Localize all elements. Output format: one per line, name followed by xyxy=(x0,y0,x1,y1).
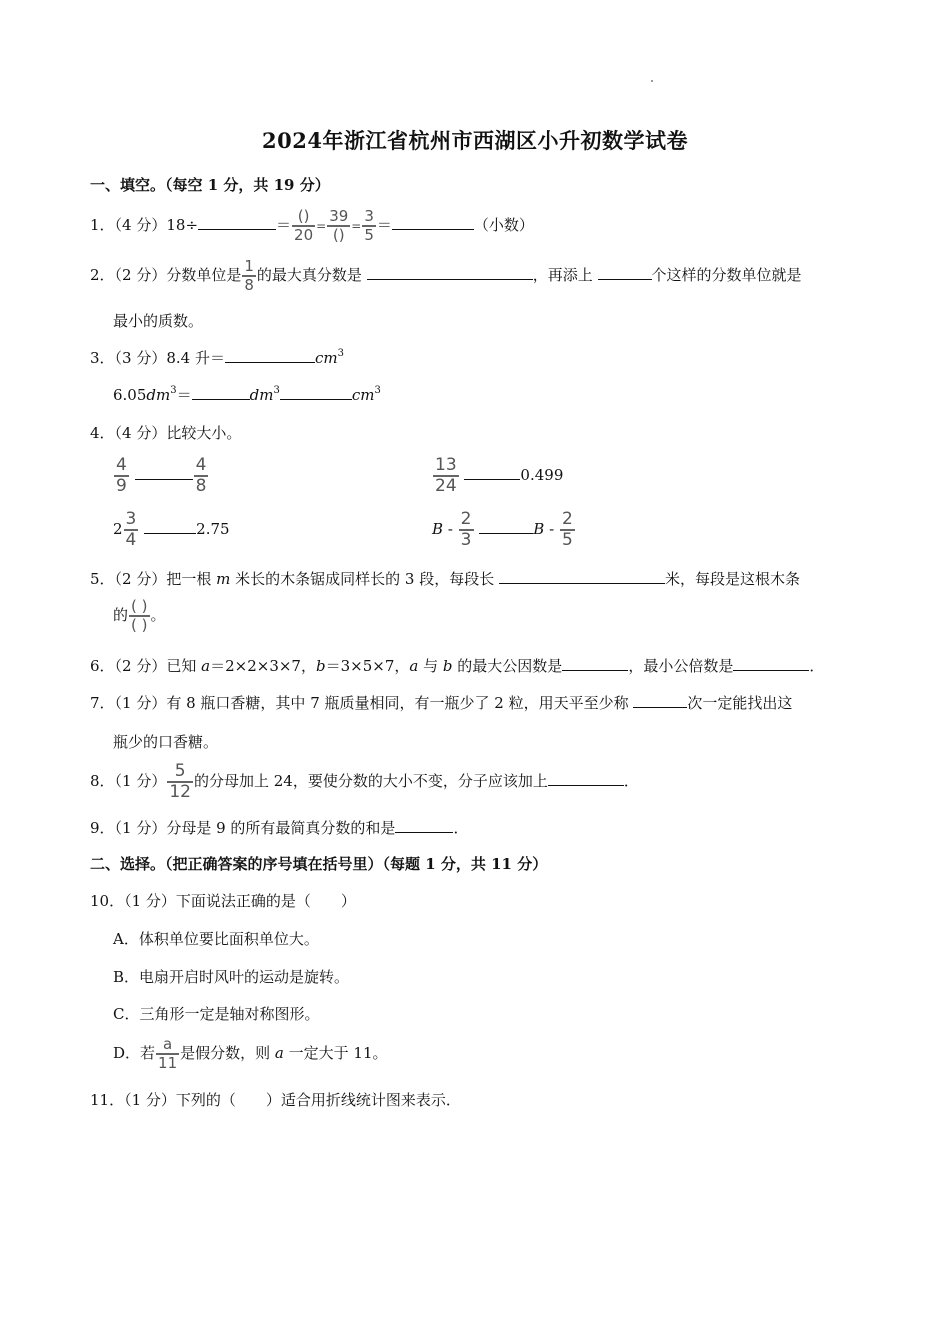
answer-blank[interactable] xyxy=(192,385,250,400)
section-heading-1: 一、填空。（每空 1 分，共 19 分） xyxy=(90,176,330,194)
answer-blank[interactable] xyxy=(733,656,809,671)
answer-blank[interactable] xyxy=(392,215,474,230)
compare-c: 2 $\frac{3}{4}$ 2.75 xyxy=(113,509,230,550)
question-2-continued: 最小的质数。 xyxy=(113,312,204,330)
question-4: 4．（4 分）比较大小。 xyxy=(90,424,242,442)
question-7: 7．（1 分）有 8 瓶口香糖，其中 7 瓶质量相同，有一瓶少了 2 粒，用天平至少称 次一定能找出这 xyxy=(90,694,793,712)
answer-blank[interactable] xyxy=(198,215,276,230)
fraction: $\frac{3}{4}$ xyxy=(125,509,137,550)
option-a[interactable]: A．体积单位要比面积单位大。 xyxy=(113,930,319,948)
section-heading-2: 二、选择。（把正确答案的序号填在括号里）（每题 1 分，共 11 分） xyxy=(90,855,548,873)
fraction: $\frac{3}{5}$ xyxy=(364,207,374,244)
compare-d: B - $\frac{2}{3}$ B - $\frac{2}{5}$ xyxy=(432,509,573,550)
option-d[interactable]: D．若 $\frac{a}{11}$ 是假分数，则 a 一定大于 11。 xyxy=(113,1035,388,1072)
fraction: $\frac{39}{()}$ xyxy=(329,207,349,244)
answer-blank[interactable] xyxy=(562,656,628,671)
question-1: 1．（4 分）18÷ ＝ $\frac{()}{20}$ = $\frac{39}{()}$ = $\frac{3}{5}$ ＝ （小数） xyxy=(90,207,534,244)
question-5: 5．（2 分）把一根 m 米长的木条锯成同样长的 3 段，每段长 米，每段是这根木条 xyxy=(90,570,801,588)
question-9: 9．（1 分）分母是 9 的所有最简真分数的和是 ． xyxy=(90,819,469,837)
question-3-line-2: $6.05dm^3= dm^3$ $cm^3$ xyxy=(113,385,381,404)
answer-blank[interactable] xyxy=(633,693,687,708)
speck xyxy=(651,80,653,82)
fraction: $\frac{()}{20}$ xyxy=(294,207,314,244)
question-10: 10．（1 分）下面说法正确的是（ ） xyxy=(90,892,356,910)
answer-blank[interactable] xyxy=(548,771,624,786)
fraction: $\frac{1}{8}$ xyxy=(244,257,254,294)
fraction: $\frac{a}{11}$ xyxy=(158,1035,178,1072)
answer-blank[interactable] xyxy=(135,465,193,480)
answer-blank[interactable] xyxy=(367,265,533,280)
answer-blank[interactable] xyxy=(499,569,665,584)
answer-blank[interactable] xyxy=(280,385,352,400)
question-8: 8．（1 分） $\frac{5}{12}$ 的分母加上 24，要使分数的大小不变，分子应该加上 ． xyxy=(90,761,639,802)
question-6: 6．（2 分）已知 a＝2×2×3×7，b＝3×5×7，a 与 b 的最大公因数是 ，最小公倍数是 ． xyxy=(90,657,825,675)
page-title: 2024年浙江省杭州市西湖区小升初数学试卷 xyxy=(262,128,688,153)
fraction: $\frac{4}{8}$ xyxy=(195,455,207,496)
option-c[interactable]: C．三角形一定是轴对称图形。 xyxy=(113,1005,320,1023)
question-3: 3．（3 分）8.4 升＝ $cm^3$ xyxy=(90,348,344,367)
answer-blank[interactable] xyxy=(479,519,533,534)
compare-b: $\frac{13}{24}$ 0.499 xyxy=(435,455,564,496)
answer-blank[interactable] xyxy=(225,348,315,363)
fraction: $\frac{2}{5}$ xyxy=(561,509,573,550)
question-11: 11．（1 分）下列的（ ）适合用折线统计图来表示． xyxy=(90,1091,461,1109)
option-b[interactable]: B．电扇开启时风叶的运动是旋转。 xyxy=(113,968,350,986)
answer-blank[interactable] xyxy=(144,519,196,534)
answer-blank[interactable] xyxy=(395,818,453,833)
question-7-continued: 瓶少的口香糖。 xyxy=(113,733,219,751)
answer-blank[interactable] xyxy=(598,265,652,280)
answer-blank[interactable] xyxy=(464,465,520,480)
fraction: $\frac{13}{24}$ xyxy=(435,455,457,496)
fraction: $\frac{4}{9}$ xyxy=(116,455,127,496)
compare-a xyxy=(113,456,209,496)
question-2: 2．（2 分）分数单位是 $\frac{1}{8}$ 的最大真分数是 ，再添上 个这样的分数单位就是 xyxy=(90,257,802,294)
fraction: $\frac{5}{12}$ xyxy=(169,761,191,802)
fraction: $\frac{2}{3}$ xyxy=(460,509,472,550)
question-5-continued: 的 $\frac{( )}{( )}$ 。 xyxy=(113,597,166,634)
fraction-blank[interactable]: $\frac{( )}{( )}$ xyxy=(131,597,148,634)
